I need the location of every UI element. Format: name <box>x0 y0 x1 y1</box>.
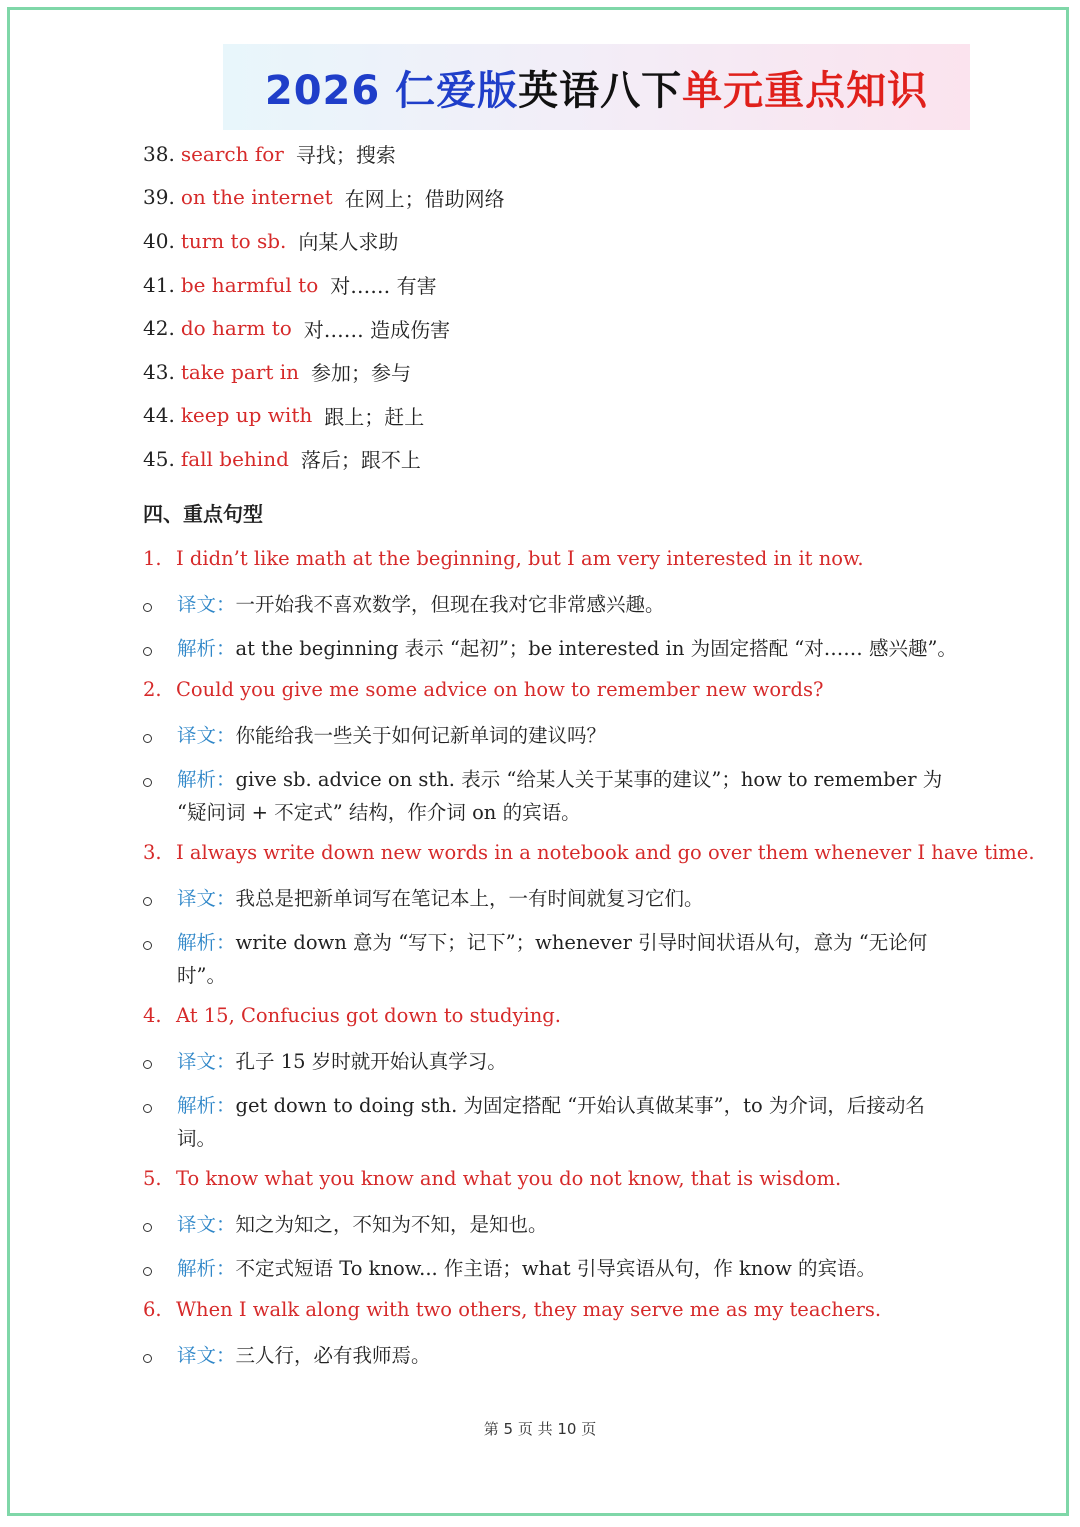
sentence-number: 3. <box>143 841 162 864</box>
vocab-phrase: search for <box>180 141 284 166</box>
vocab-item <box>143 306 505 350</box>
vocab-meaning: 参加；参与 <box>311 361 412 386</box>
vocab-number: 38. <box>143 141 175 166</box>
translation-label: 译文： <box>177 887 236 910</box>
translation-label: 译文： <box>177 1213 236 1236</box>
analysis-text: write down 意为 “写下；记下”；whenever 引导时间状语从句，意为 “无论何时”。 <box>177 931 928 987</box>
bullet-icon <box>143 1104 152 1113</box>
vocab-number: 40. <box>143 228 175 253</box>
sentence-3 <box>143 841 1035 864</box>
vocab-number: 43. <box>143 359 175 384</box>
vocab-item <box>143 263 505 307</box>
translation-text: 你能给我一些关于如何记新单词的建议吗？ <box>235 724 607 747</box>
bullet-icon <box>143 778 152 787</box>
vocab-list <box>143 132 505 481</box>
sentence-number: 6. <box>143 1298 162 1321</box>
vocab-item <box>143 437 505 481</box>
vocab-meaning: 对…… 造成伤害 <box>303 317 451 342</box>
vocab-meaning: 落后；跟不上 <box>300 448 421 473</box>
vocab-meaning: 向某人求助 <box>298 230 399 255</box>
sentence-number: 2. <box>143 678 162 701</box>
analysis-label: 解析： <box>177 931 236 954</box>
bullet-icon <box>143 1060 152 1069</box>
bullet-icon <box>143 1223 152 1232</box>
section-heading: 四、重点句型 <box>143 502 263 526</box>
translation-text: 一开始我不喜欢数学，但现在我对它非常感兴趣。 <box>235 593 665 616</box>
analysis-text: give sb. advice on sth. 表示 “给某人关于某事的建议”；how to remember 为 “疑问词 + 不定式” 结构，作介词 on 的宾语。 <box>177 768 943 824</box>
analysis-text: at the beginning 表示 “起初”；be interested in 为固定搭配 “对…… 感兴趣”。 <box>235 637 957 660</box>
translation-label: 译文： <box>177 1050 236 1073</box>
vocab-number: 45. <box>143 446 175 471</box>
translation-label: 译文： <box>177 1344 236 1367</box>
sentence-number: 1. <box>143 547 162 570</box>
sentence-text: I didn’t like math at the beginning, but I am very interested in it now. <box>176 547 864 570</box>
vocab-number: 39. <box>143 185 175 210</box>
analysis-label: 解析： <box>177 637 236 660</box>
analysis-text: 不定式短语 To know... 作主语；what 引导宾语从句，作 know 的宾语。 <box>235 1257 877 1280</box>
vocab-phrase: be harmful to <box>180 272 319 297</box>
sentence-number: 4. <box>143 1004 162 1027</box>
translation-label: 译文： <box>177 593 236 616</box>
vocab-meaning: 寻找；搜索 <box>295 143 396 168</box>
vocab-phrase: keep up with <box>180 403 313 428</box>
vocab-phrase: take part in <box>180 359 300 384</box>
title-part-1: 2026 仁爱版 <box>264 67 519 114</box>
vocab-phrase: on the internet <box>180 185 333 210</box>
vocab-item <box>143 219 505 263</box>
translation-text: 孔子 15 岁时就开始认真学习。 <box>235 1050 507 1073</box>
bullet-icon <box>143 1267 152 1276</box>
translation-text: 我总是把新单词写在笔记本上，一有时间就复习它们。 <box>235 887 704 910</box>
sentence-2 <box>143 678 823 701</box>
sentence-text: When I walk along with two others, they may serve me as my teachers. <box>176 1298 882 1321</box>
sentence-number: 5. <box>143 1167 162 1190</box>
vocab-number: 44. <box>143 403 175 428</box>
vocab-meaning: 跟上；赶上 <box>324 404 425 429</box>
vocab-item <box>143 394 505 438</box>
bullet-icon <box>143 941 152 950</box>
sentence-4 <box>143 1004 561 1027</box>
analysis-text: get down to doing sth. 为固定搭配 “开始认真做某事”，to 为介词，后接动名词。 <box>177 1094 925 1150</box>
bullet-icon <box>143 603 152 612</box>
vocab-number: 41. <box>143 272 175 297</box>
title-part-2: 英语八下 <box>518 67 683 114</box>
title-part-3: 单元重点知识 <box>682 67 929 114</box>
vocab-item <box>143 350 505 394</box>
bullet-icon <box>143 734 152 743</box>
vocab-phrase: do harm to <box>180 316 292 341</box>
vocab-phrase: turn to sb. <box>180 228 287 253</box>
vocab-meaning: 对…… 有害 <box>330 274 437 299</box>
sentence-6 <box>143 1298 881 1321</box>
sentence-5 <box>143 1167 841 1190</box>
vocab-phrase: fall behind <box>180 446 289 471</box>
bullet-icon <box>143 647 152 656</box>
page-footer: 第 5 页 共 10 页 <box>483 1420 597 1438</box>
title-banner <box>223 44 970 130</box>
vocab-item <box>143 176 505 220</box>
sentence-text: I always write down new words in a notebook and go over them whenever I have time. <box>176 841 1035 864</box>
analysis-label: 解析： <box>177 1094 236 1117</box>
bullet-icon <box>143 1354 152 1363</box>
sentence-text: To know what you know and what you do not know, that is wisdom. <box>176 1167 842 1190</box>
analysis-label: 解析： <box>177 768 236 791</box>
vocab-item <box>143 132 505 176</box>
sentence-text: At 15, Confucius got down to studying. <box>176 1004 561 1027</box>
analysis-label: 解析： <box>177 1257 236 1280</box>
vocab-number: 42. <box>143 316 175 341</box>
sentence-1 <box>143 547 864 570</box>
translation-text: 知之为知之，不知为不知，是知也。 <box>235 1213 548 1236</box>
translation-text: 三人行，必有我师焉。 <box>235 1344 431 1367</box>
bullet-icon <box>143 897 152 906</box>
translation-label: 译文： <box>177 724 236 747</box>
vocab-meaning: 在网上；借助网络 <box>344 186 505 211</box>
sentence-text: Could you give me some advice on how to remember new words? <box>176 678 824 701</box>
